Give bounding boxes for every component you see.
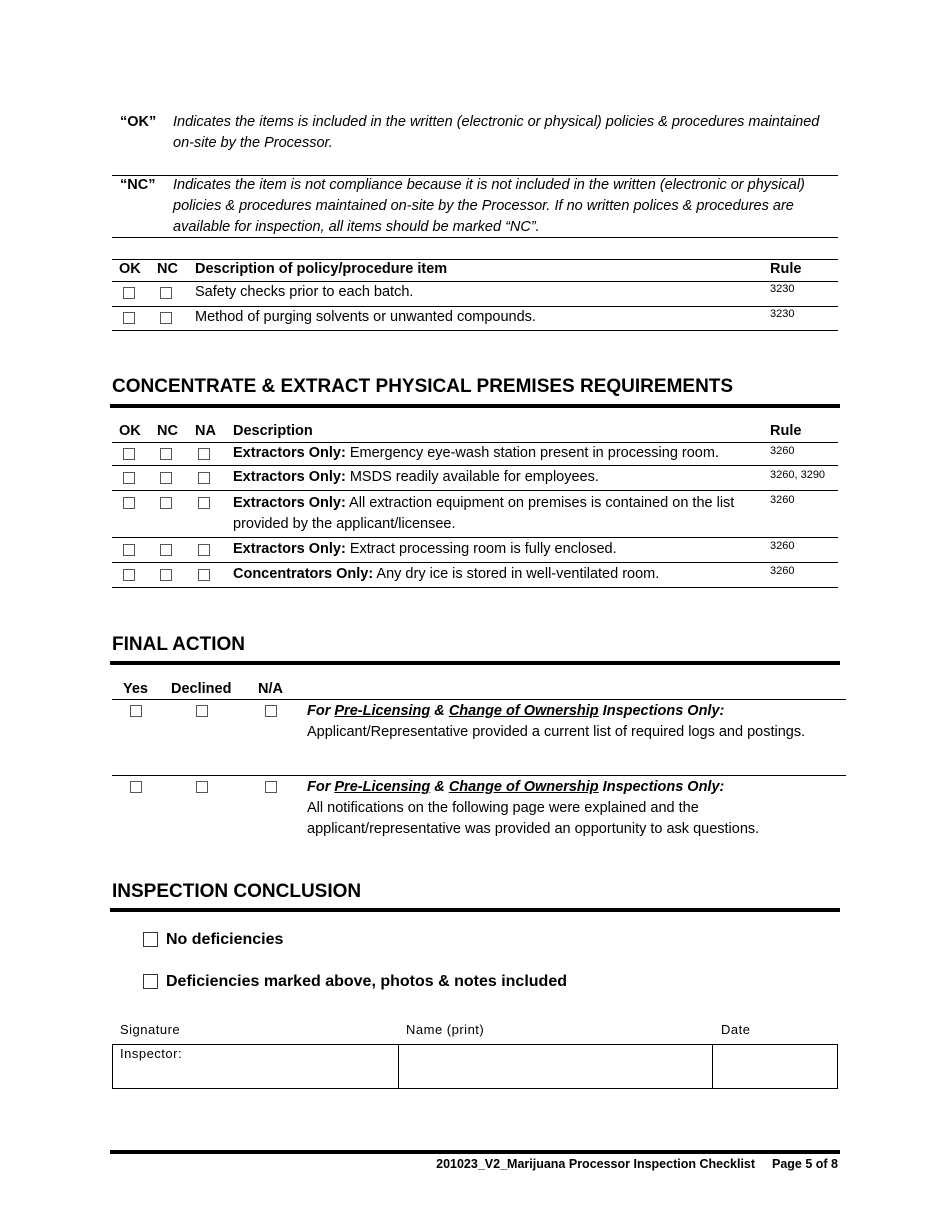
policy-table-top-line bbox=[112, 259, 838, 260]
name-print-label: Name (print) bbox=[406, 1022, 485, 1037]
no-deficiencies-label: No deficiencies bbox=[166, 931, 284, 948]
premises-header-rule: Rule bbox=[770, 423, 802, 439]
final-row-2-change-ownership: Change of Ownership bbox=[448, 779, 599, 795]
policy-row-1-rule: 3230 bbox=[770, 283, 795, 295]
premises-row-2-description bbox=[233, 467, 758, 488]
premises-header-nc: NC bbox=[157, 423, 178, 439]
conclusion-title: INSPECTION CONCLUSION bbox=[112, 881, 362, 902]
premises-row-5-ok-checkbox[interactable] bbox=[123, 569, 135, 581]
final-row-2-body: All notifications on the following page were explained and the applicant/representative was provided an opportunity to ask questions. bbox=[307, 800, 760, 837]
premises-row-1-ok-checkbox[interactable] bbox=[123, 448, 135, 460]
premises-row-4-line bbox=[112, 562, 838, 563]
premises-row-3-prefix: Extractors Only: bbox=[233, 495, 346, 511]
final-row-1-body: Applicant/Representative provided a current list of required logs and postings. bbox=[307, 724, 806, 740]
premises-row-5-rule: 3260 bbox=[770, 565, 795, 577]
final-row-2-na-checkbox[interactable] bbox=[265, 781, 277, 793]
policy-row-2-nc-checkbox[interactable] bbox=[160, 312, 172, 324]
premises-title-rule bbox=[110, 404, 840, 408]
deficiencies-marked-checkbox[interactable] bbox=[143, 974, 158, 989]
premises-row-5-nc-checkbox[interactable] bbox=[160, 569, 172, 581]
final-row-2-amp: & bbox=[430, 779, 449, 795]
premises-table-bottom-line bbox=[112, 587, 838, 588]
policy-row-2-rule: 3230 bbox=[770, 308, 795, 320]
premises-row-1-nc-checkbox[interactable] bbox=[160, 448, 172, 460]
final-row-1-for: For bbox=[307, 703, 335, 719]
signature-box[interactable] bbox=[112, 1044, 399, 1089]
final-row-2-tail: Inspections Only: bbox=[598, 779, 725, 795]
final-header-yes: Yes bbox=[123, 681, 148, 697]
final-row-1-pre-licensing: Pre-Licensing bbox=[334, 703, 431, 719]
premises-row-3-na-checkbox[interactable] bbox=[198, 497, 210, 509]
policy-row-2-description: Method of purging solvents or unwanted compounds. bbox=[195, 309, 536, 325]
conclusion-title-rule bbox=[110, 908, 840, 912]
final-row-1-change-ownership: Change of Ownership bbox=[448, 703, 599, 719]
premises-row-3-rule: 3260 bbox=[770, 494, 795, 506]
premises-row-4-text: Extract processing room is fully enclosed. bbox=[345, 541, 617, 557]
final-row-divider bbox=[112, 775, 846, 776]
legend-term-ok: “OK” bbox=[120, 114, 157, 130]
policy-row-2-ok-checkbox[interactable] bbox=[123, 312, 135, 324]
final-action-title: FINAL ACTION bbox=[112, 634, 245, 655]
premises-row-2-ok-checkbox[interactable] bbox=[123, 472, 135, 484]
premises-header-ok: OK bbox=[119, 423, 141, 439]
policy-row-1-ok-checkbox[interactable] bbox=[123, 287, 135, 299]
premises-row-2-rule: 3260, 3290 bbox=[770, 469, 826, 481]
legend-definition-nc: Indicates the item is not compliance because it is not included in the written (electronic or physical) policies & procedures maintained on-site by the Processor. If no written polices & procedures are available for inspection, all items should be marked “NC”. bbox=[173, 177, 805, 235]
date-box[interactable] bbox=[712, 1044, 838, 1089]
premises-row-4-rule: 3260 bbox=[770, 540, 795, 552]
final-row-1-text bbox=[307, 701, 817, 743]
premises-row-1-description bbox=[233, 443, 758, 464]
no-deficiencies-checkbox[interactable] bbox=[143, 932, 158, 947]
premises-row-2-text: MSDS readily available for employees. bbox=[345, 469, 599, 485]
premises-row-3-text: All extraction equipment on premises is contained on the list provided by the applicant/licensee. bbox=[233, 495, 735, 532]
premises-row-4-nc-checkbox[interactable] bbox=[160, 544, 172, 556]
final-row-2-heading bbox=[307, 779, 724, 795]
premises-header-description: Description bbox=[233, 423, 313, 439]
premises-row-1-na-checkbox[interactable] bbox=[198, 448, 210, 460]
premises-row-3-description bbox=[233, 493, 758, 535]
policy-header-ok: OK bbox=[119, 261, 141, 277]
premises-row-1-rule: 3260 bbox=[770, 445, 795, 457]
premises-header-na: NA bbox=[195, 423, 216, 439]
final-header-declined: Declined bbox=[171, 681, 232, 697]
premises-row-1-line bbox=[112, 465, 838, 466]
premises-row-4-prefix: Extractors Only: bbox=[233, 541, 346, 557]
footer bbox=[436, 1157, 838, 1171]
premises-row-2-nc-checkbox[interactable] bbox=[160, 472, 172, 484]
inspector-label: Inspector: bbox=[120, 1046, 183, 1061]
final-row-2-for: For bbox=[307, 779, 335, 795]
policy-table-bottom-line bbox=[112, 330, 838, 331]
policy-header-nc: NC bbox=[157, 261, 178, 277]
premises-row-2-line bbox=[112, 490, 838, 491]
policy-header-description: Description of policy/procedure item bbox=[195, 261, 448, 277]
premises-row-3-ok-checkbox[interactable] bbox=[123, 497, 135, 509]
policy-header-rule: Rule bbox=[770, 261, 802, 277]
premises-row-5-prefix: Concentrators Only: bbox=[233, 566, 374, 582]
premises-row-4-description bbox=[233, 539, 758, 560]
deficiencies-marked-label: Deficiencies marked above, photos & notes included bbox=[166, 973, 567, 990]
footer-rule bbox=[110, 1150, 840, 1154]
final-header-na: N/A bbox=[258, 681, 283, 697]
premises-row-2-na-checkbox[interactable] bbox=[198, 472, 210, 484]
final-row-2-text bbox=[307, 777, 817, 840]
premises-row-5-text: Any dry ice is stored in well-ventilated room. bbox=[373, 566, 660, 582]
premises-row-4-ok-checkbox[interactable] bbox=[123, 544, 135, 556]
legend-term-nc: “NC” bbox=[120, 177, 156, 193]
name-print-box[interactable] bbox=[398, 1044, 713, 1089]
final-row-2-pre-licensing: Pre-Licensing bbox=[334, 779, 431, 795]
final-row-1-yes-checkbox[interactable] bbox=[130, 705, 142, 717]
premises-row-5-description bbox=[233, 564, 758, 585]
premises-title: CONCENTRATE & EXTRACT PHYSICAL PREMISES REQUIREMENTS bbox=[112, 376, 734, 397]
premises-row-2-prefix: Extractors Only: bbox=[233, 469, 346, 485]
premises-row-4-na-checkbox[interactable] bbox=[198, 544, 210, 556]
policy-row-1-description: Safety checks prior to each batch. bbox=[195, 284, 414, 300]
final-row-1-declined-checkbox[interactable] bbox=[196, 705, 208, 717]
final-row-1-tail: Inspections Only: bbox=[598, 703, 725, 719]
final-row-2-yes-checkbox[interactable] bbox=[130, 781, 142, 793]
legend-ok bbox=[112, 112, 838, 156]
date-label: Date bbox=[721, 1022, 751, 1037]
final-action-title-rule bbox=[110, 661, 840, 665]
premises-row-1-prefix: Extractors Only: bbox=[233, 445, 346, 461]
policy-row-1-nc-checkbox[interactable] bbox=[160, 287, 172, 299]
premises-row-3-nc-checkbox[interactable] bbox=[160, 497, 172, 509]
final-row-1-na-checkbox[interactable] bbox=[265, 705, 277, 717]
legend-bottom-divider bbox=[112, 237, 838, 238]
footer-page-number: Page 5 of 8 bbox=[772, 1157, 838, 1171]
footer-doc-id: 201023_V2_Marijuana Processor Inspection Checklist bbox=[436, 1157, 756, 1171]
final-row-1-heading bbox=[307, 703, 724, 719]
legend-nc bbox=[112, 175, 838, 239]
legend-definition-ok: Indicates the items is included in the written (electronic or physical) policies & procedures maintained on-site by the Processor. bbox=[173, 114, 820, 151]
premises-row-3-line bbox=[112, 537, 838, 538]
final-header-line bbox=[112, 699, 846, 700]
premises-row-1-text: Emergency eye-wash station present in processing room. bbox=[345, 445, 719, 461]
signature-label: Signature bbox=[120, 1022, 181, 1037]
premises-row-5-na-checkbox[interactable] bbox=[198, 569, 210, 581]
final-row-2-declined-checkbox[interactable] bbox=[196, 781, 208, 793]
final-row-1-amp: & bbox=[430, 703, 449, 719]
